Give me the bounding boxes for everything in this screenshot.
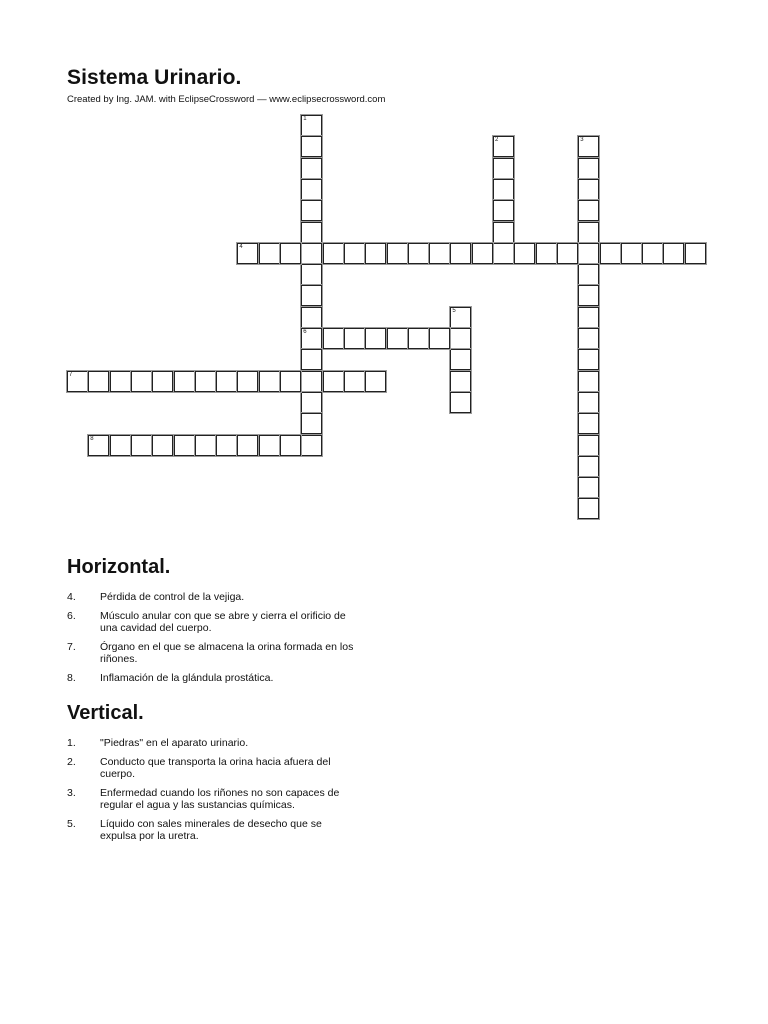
cell-number: 1 <box>303 116 307 122</box>
clue-text: Enfermedad cuando los riñones no son capaces de regular el agua y las sustancias químicas. <box>100 786 340 811</box>
crossword-cell[interactable] <box>578 413 599 434</box>
crossword-cell[interactable] <box>578 179 599 200</box>
clue-item <box>67 610 367 635</box>
crossword-cell[interactable] <box>450 371 471 392</box>
crossword-cell[interactable] <box>216 371 237 392</box>
crossword-cell[interactable] <box>152 371 173 392</box>
crossword-cell[interactable] <box>301 349 322 370</box>
crossword-cell[interactable] <box>301 435 322 456</box>
crossword-cell[interactable] <box>493 179 514 200</box>
crossword-cell[interactable] <box>131 371 152 392</box>
crossword-cell[interactable] <box>237 243 258 264</box>
crossword-cell[interactable] <box>216 435 237 456</box>
crossword-cell[interactable] <box>344 243 365 264</box>
crossword-cell[interactable] <box>195 435 216 456</box>
crossword-cell[interactable] <box>323 371 344 392</box>
crossword-cell[interactable] <box>578 456 599 477</box>
crossword-cell[interactable] <box>301 285 322 306</box>
crossword-cell[interactable] <box>110 371 131 392</box>
crossword-cell[interactable] <box>301 200 322 221</box>
crossword-cell[interactable] <box>578 328 599 349</box>
clue-text: Conducto que transporta la orina hacia afuera del cuerpo. <box>100 755 331 780</box>
crossword-cell[interactable] <box>301 371 322 392</box>
cell-number: 7 <box>69 371 73 378</box>
crossword-cell[interactable] <box>450 392 471 413</box>
crossword-cell[interactable] <box>301 264 322 285</box>
crossword-cell[interactable] <box>174 435 195 456</box>
crossword-cell[interactable] <box>429 328 450 349</box>
crossword-cell[interactable] <box>88 435 109 456</box>
clue-text: Pérdida de control de la vejiga. <box>100 591 245 603</box>
clue-text: Inflamación de la glándula prostática. <box>100 671 274 684</box>
crossword-cell[interactable] <box>578 371 599 392</box>
crossword-cell[interactable] <box>301 307 322 328</box>
crossword-cell[interactable] <box>259 371 280 392</box>
crossword-cell[interactable] <box>323 243 344 264</box>
crossword-cell[interactable] <box>259 243 280 264</box>
crossword-cell[interactable] <box>493 136 514 157</box>
crossword-cell[interactable] <box>387 328 408 349</box>
clue-number: 7. <box>67 640 76 653</box>
cell-number: 8 <box>90 435 94 442</box>
crossword-cell[interactable] <box>642 243 663 264</box>
down-heading: Vertical. <box>67 702 144 724</box>
crossword-cell[interactable] <box>67 371 88 392</box>
clue-item <box>67 641 367 666</box>
cell-number: 3 <box>580 137 584 144</box>
crossword-cell[interactable] <box>578 349 599 370</box>
crossword-cell[interactable] <box>578 136 599 157</box>
crossword-cell[interactable] <box>450 328 471 349</box>
clue-number: 5. <box>67 817 76 830</box>
crossword-cell[interactable] <box>365 371 386 392</box>
clue-item <box>67 756 367 781</box>
across-heading: Horizontal. <box>67 556 171 578</box>
clue-number: 3. <box>67 786 76 799</box>
crossword-cell[interactable] <box>301 136 322 157</box>
crossword-cell[interactable] <box>600 243 621 264</box>
crossword-cell[interactable] <box>301 179 322 200</box>
cell-number: 4 <box>239 243 243 250</box>
clue-text: Órgano en el que se almacena la orina formada en los riñones. <box>100 640 354 665</box>
crossword-cell[interactable] <box>536 243 557 264</box>
crossword-cell[interactable] <box>429 243 450 264</box>
clue-item <box>67 737 367 750</box>
crossword-cell[interactable] <box>280 371 301 392</box>
crossword-cell[interactable] <box>472 243 493 264</box>
crossword-cell[interactable] <box>301 392 322 413</box>
cell-number: 2 <box>495 137 499 144</box>
crossword-cell[interactable] <box>578 477 599 498</box>
crossword-cell[interactable] <box>280 243 301 264</box>
crossword-cell[interactable] <box>110 435 131 456</box>
crossword-cell[interactable] <box>408 243 429 264</box>
crossword-cell[interactable] <box>323 328 344 349</box>
crossword-cell[interactable] <box>301 222 322 243</box>
crossword-cell[interactable] <box>259 435 280 456</box>
clue-text: Líquido con sales minerales de desecho que se expulsa por la uretra. <box>100 817 322 842</box>
cell-number: 5 <box>452 307 456 314</box>
crossword-cell[interactable] <box>301 243 322 264</box>
clue-text: "Piedras" en el aparato urinario. <box>100 737 249 749</box>
crossword-cell[interactable] <box>131 435 152 456</box>
crossword-cell[interactable] <box>578 498 599 519</box>
clue-number: 6. <box>67 609 76 622</box>
crossword-cell[interactable] <box>174 371 195 392</box>
crossword-cell[interactable] <box>578 158 599 179</box>
crossword-cell[interactable] <box>88 371 109 392</box>
cell-number: 6 <box>303 329 307 335</box>
crossword-cell[interactable] <box>557 243 578 264</box>
crossword-cell[interactable] <box>493 158 514 179</box>
crossword-cell[interactable] <box>237 371 258 392</box>
across-clue-list <box>67 591 367 690</box>
crossword-cell[interactable] <box>578 285 599 306</box>
crossword-cell[interactable] <box>301 413 322 434</box>
crossword-cell[interactable] <box>578 222 599 243</box>
page-title: Sistema Urinario. <box>67 66 242 89</box>
crossword-cell[interactable] <box>195 371 216 392</box>
crossword-cell[interactable] <box>493 243 514 264</box>
crossword-cell[interactable] <box>578 307 599 328</box>
crossword-cell[interactable] <box>344 371 365 392</box>
crossword-cell[interactable] <box>514 243 535 264</box>
crossword-cell[interactable] <box>152 435 173 456</box>
crossword-cell[interactable] <box>301 158 322 179</box>
crossword-cell[interactable] <box>408 328 429 349</box>
crossword-cell[interactable] <box>450 243 471 264</box>
crossword-cell[interactable] <box>578 435 599 456</box>
crossword-cell[interactable] <box>365 243 386 264</box>
clue-number: 1. <box>67 737 76 749</box>
crossword-cell[interactable] <box>578 243 599 264</box>
down-clue-list <box>67 737 367 849</box>
crossword-cell[interactable] <box>280 435 301 456</box>
crossword-cell[interactable] <box>344 328 365 349</box>
crossword-cell[interactable] <box>578 200 599 221</box>
clue-number: 8. <box>67 671 76 684</box>
crossword-cell[interactable] <box>450 349 471 370</box>
crossword-cell[interactable] <box>237 435 258 456</box>
crossword-cell[interactable] <box>493 222 514 243</box>
crossword-cell[interactable] <box>365 328 386 349</box>
clue-item <box>67 591 367 604</box>
crossword-cell[interactable] <box>387 243 408 264</box>
crossword-cell[interactable] <box>663 243 684 264</box>
clue-text: Músculo anular con que se abre y cierra el orificio de una cavidad del cuerpo. <box>100 609 346 634</box>
clue-number: 4. <box>67 591 76 603</box>
crossword-cell[interactable] <box>685 243 706 264</box>
crossword-cell[interactable] <box>301 115 322 136</box>
crossword-cell[interactable] <box>450 307 471 328</box>
crossword-cell[interactable] <box>301 328 322 349</box>
crossword-cell[interactable] <box>578 264 599 285</box>
crossword-cell[interactable] <box>621 243 642 264</box>
clue-number: 2. <box>67 755 76 768</box>
clue-item <box>67 787 367 812</box>
crossword-cell[interactable] <box>493 200 514 221</box>
crossword-cell[interactable] <box>578 392 599 413</box>
clue-item <box>67 818 367 843</box>
clue-item <box>67 672 367 685</box>
credits-line: Created by Ing. JAM. with EclipseCrossword — www.eclipsecrossword.com <box>67 94 386 105</box>
